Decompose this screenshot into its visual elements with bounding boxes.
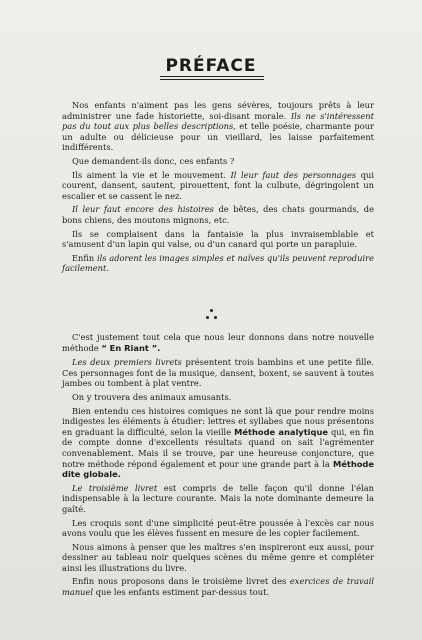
paragraph: Ils se complaisent dans la fantaisie la plus invraisemblable et s'amusent d'un lapin qui valse, ou d'un canard qui porte un parapluie.	[62, 228, 374, 250]
italic-text-run: Il leur faut encore des histoires	[72, 204, 214, 215]
italic-text-run: Il leur faut des personnages	[230, 169, 357, 180]
paragraph	[62, 100, 374, 153]
text-run: est compris de telle façon qu'il donne l'élan indispensable à la lecture courante. Mais la note dominante demeure la gaîté.	[62, 482, 375, 514]
text-run: Nos enfants n'aiment pas les gens sévères, toujours prêts à leur administrer une fade historiette, soi-disant morale.	[62, 100, 374, 121]
paragraph	[62, 253, 374, 274]
text-run: Enfin nous proposons dans le troisième livret des	[72, 576, 287, 587]
separator-dot	[214, 316, 217, 319]
paragraph: On y trouvera des animaux amusants.	[72, 391, 232, 402]
title-underline	[160, 76, 264, 80]
page-title: PRÉFACE	[165, 56, 257, 76]
text-run: Bien entendu ces histoires comiques ne sont là que pour rendre moins indigestes les éléments à étudier: lettres et syllabes que nous présentons en graduant la difficulté, selon la vieille	[62, 405, 374, 437]
separator-dot	[206, 316, 209, 319]
paragraph: Nous aimons à penser que les maîtres s'en inspireront eux aussi, pour dessiner au tableau noir quelques scènes du même genre et compléter ainsi les illustrations du livre.	[62, 541, 374, 573]
paragraph: Les croquis sont d'une simplicité peut-être poussée à l'excès car nous avons voulu que les élèves fussent en mesure de les copier facilement.	[62, 517, 374, 539]
bold-text-run: Méthode dite globale.	[62, 458, 374, 480]
paragraph	[62, 576, 374, 597]
text-run: présentent trois bambins et une petite fille. Ces personnages font de la musique, dansent, boxent, se sauvent à toutes jambes ou tombent à plat ventre.	[62, 357, 375, 389]
text-run: qui, en fin de compte donne d'excellents résultats quand on sait l'agrémenter convenablement. Mais il se trouve, par une heureuse conjoncture, que notre méthode répond également et pour une grande part à la	[62, 426, 375, 469]
text-run: qui courent, dansent, sautent, pirouettent, font la culbute, dégringolent un escalier et se cassent le nez.	[62, 169, 374, 201]
italic-text-run: ils adorent les images simples et naïves qu'ils peuvent reproduire facilement.	[62, 252, 374, 274]
paragraph	[62, 332, 374, 353]
section-separator	[0, 308, 422, 321]
separator-dot	[210, 309, 213, 312]
bold-text-run: “ En Riant ”.	[101, 342, 161, 353]
italic-text-run: Le troisième livret	[72, 482, 158, 493]
italic-text-run: Les deux premiers livrets	[72, 357, 182, 368]
text-run: et telle poésie, charmante pour un adulte ou délicieuse pour un vieillard, les laisse parfaitement indifférents.	[62, 121, 375, 153]
text-run: de bêtes, des chats gourmands, de bons chiens, des moutons mignons, etc.	[62, 204, 375, 225]
paragraph	[62, 483, 374, 515]
preface-part-two	[62, 332, 374, 598]
preface-part-one	[62, 100, 374, 274]
paragraph	[62, 357, 374, 389]
text-run: C'est justement tout cela que nous leur donnons dans notre nouvelle méthode	[62, 332, 374, 353]
paragraph: Que demandent-ils donc, ces enfants ?	[72, 155, 235, 166]
bold-text-run: Méthode analytique	[234, 426, 328, 437]
paragraph	[62, 170, 374, 202]
italic-text-run: Ils ne s'intéressent pas du tout aux plus belles descriptions,	[62, 110, 374, 132]
text-run: que les enfants estiment par-dessus tout.	[95, 587, 270, 598]
paragraph	[62, 204, 374, 225]
italic-text-run: exercices de travail manuel	[62, 576, 375, 598]
paragraph	[62, 406, 374, 480]
text-run: Enfin	[72, 252, 95, 263]
text-run: Ils aiment la vie et le mouvement.	[72, 169, 226, 180]
